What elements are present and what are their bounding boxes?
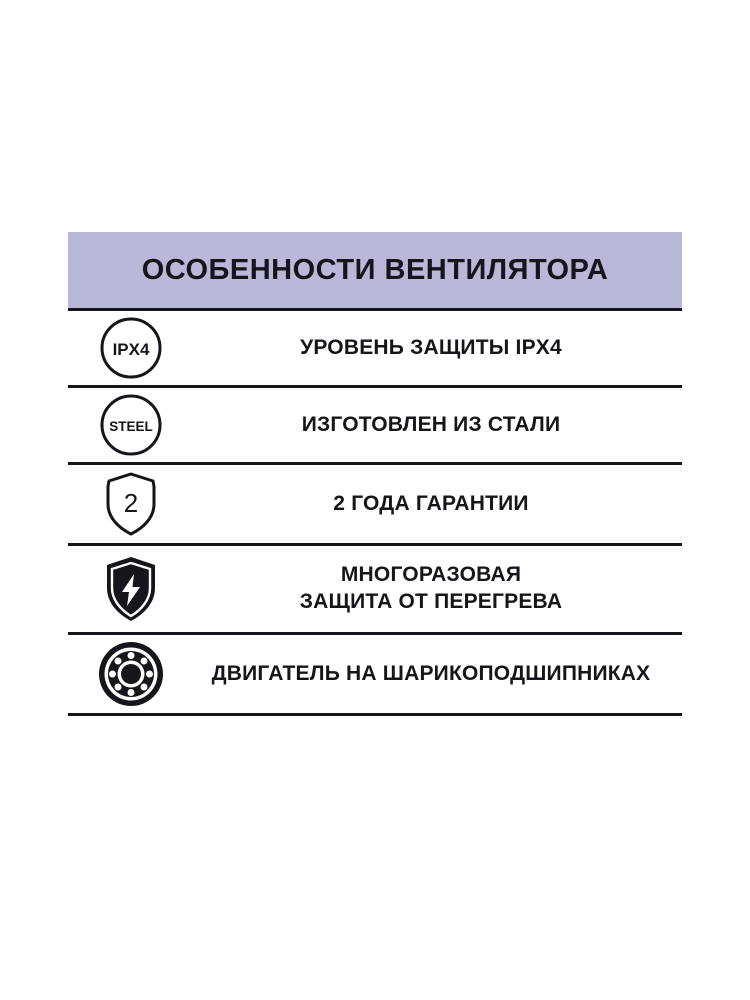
steel-circle-icon <box>99 393 163 457</box>
icon-cell <box>68 470 194 538</box>
page-title: ОСОБЕННОСТИ ВЕНТИЛЯТОРА <box>141 253 609 286</box>
ipx4-circle-icon <box>99 316 163 380</box>
icon-cell <box>68 554 194 624</box>
label-cell <box>194 491 682 518</box>
feature-label-line1: МНОГОРАЗОВАЯ <box>340 563 522 587</box>
feature-label <box>300 562 562 616</box>
shield-warranty-icon <box>100 470 162 538</box>
feature-row-ball-bearing-motor <box>68 635 682 713</box>
svg-text:STEEL: STEEL <box>109 419 153 434</box>
panel-header <box>68 232 682 308</box>
divider <box>68 713 682 716</box>
label-cell <box>194 412 682 439</box>
feature-row-steel <box>68 388 682 462</box>
fan-features-panel <box>68 232 682 716</box>
feature-row-warranty <box>68 465 682 543</box>
svg-text:IPX4: IPX4 <box>112 340 150 359</box>
feature-label: ИЗГОТОВЛЕН ИЗ СТАЛИ <box>301 412 561 436</box>
feature-row-overheat-protection <box>68 546 682 632</box>
label-cell <box>194 661 682 688</box>
label-cell <box>194 335 682 362</box>
icon-cell <box>68 393 194 457</box>
label-cell <box>194 562 682 616</box>
feature-label: ДВИГАТЕЛЬ НА ШАРИКОПОДШИПНИКАХ <box>211 661 651 685</box>
feature-label: УРОВЕНЬ ЗАЩИТЫ IPX4 <box>300 335 562 359</box>
shield-bolt-overheat-icon <box>100 554 162 624</box>
ball-bearing-icon <box>97 640 165 708</box>
icon-cell <box>68 640 194 708</box>
feature-label-line2: ЗАЩИТА ОТ ПЕРЕГРЕВА <box>299 590 563 613</box>
icon-cell <box>68 316 194 380</box>
feature-label: 2 ГОДА ГАРАНТИИ <box>333 491 529 515</box>
svg-text:2: 2 <box>123 488 139 518</box>
feature-row-ipx4 <box>68 311 682 385</box>
